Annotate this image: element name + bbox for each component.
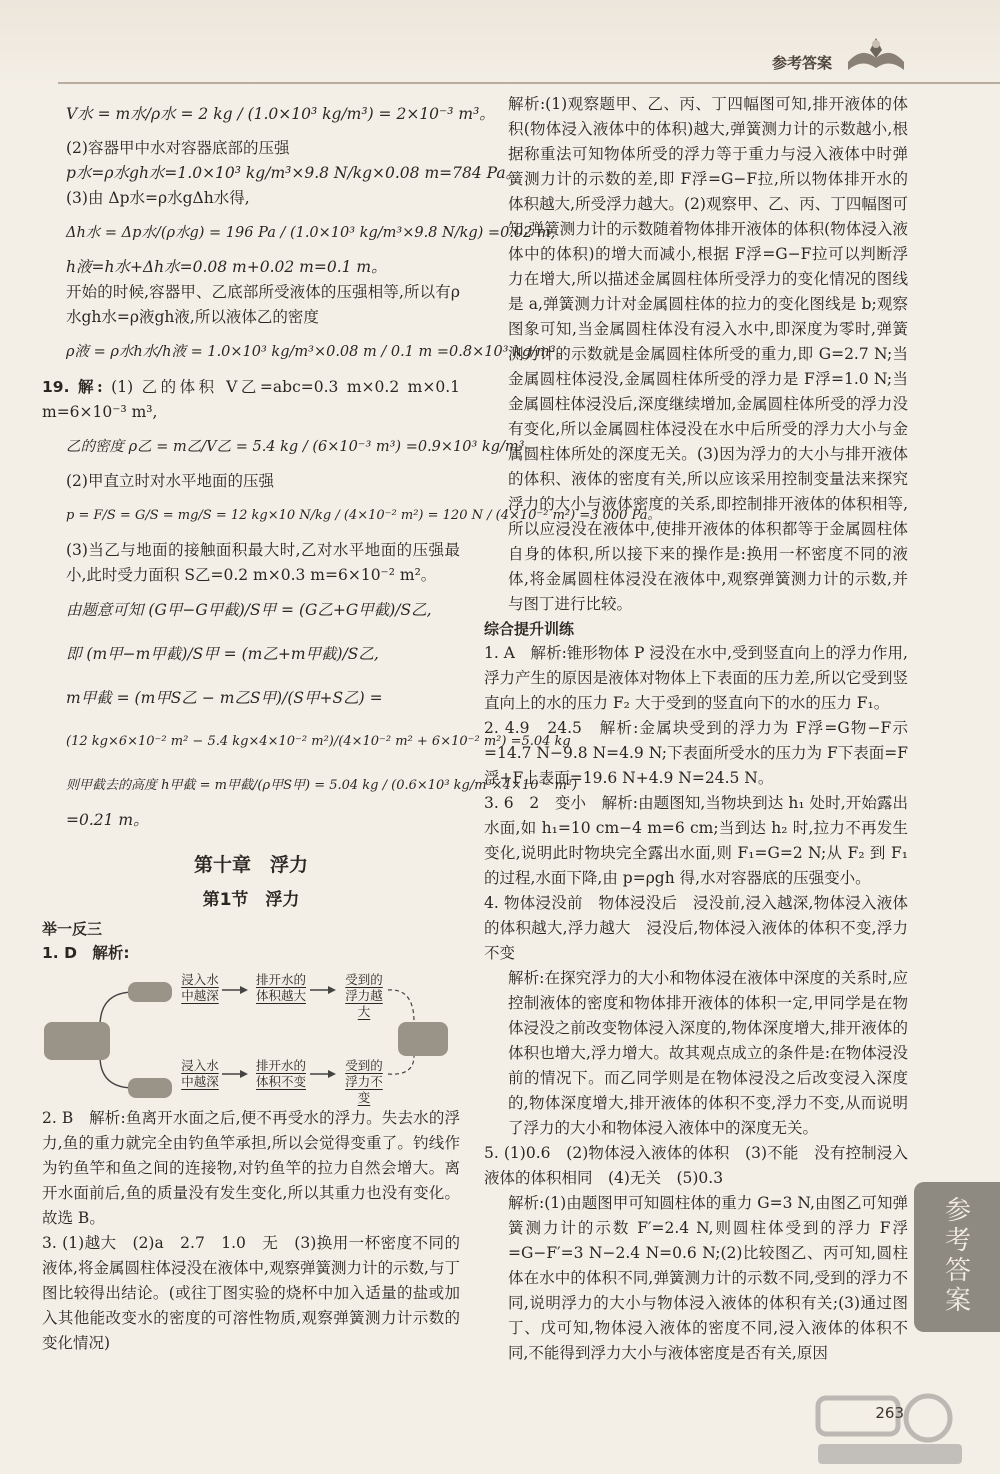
- training-question-1: 1. A 解析:锥形物体 P 浸没在水中,受到竖直向上的浮力作用,浮力产生的原因是液体对物体上下表面的压力差,所以它受到竖直向上的水的压力 F₂ 大于受到的竖直向下的水的压力 F₁。: [484, 644, 908, 712]
- training-question-4-analysis: 解析:在探究浮力的大小和物体浸在液体中深度的关系时,应控制液体的密度和物体排开液体的体积一定,甲同学是在物体浸没之前改变物体浸入深度的,物体深度增大,排开液体的体积也增大,浮力增大。故其观点成立的条件是:在物体浸没前的情况下。而乙同学则是在物体浸没之后改变浸入深度的,物体深度增大,排开液体的体积不变,浮力不变,从而说明了浮力的大小和物体浸入液体中的深度无关。: [508, 969, 908, 1137]
- concept-diagram: [42, 970, 460, 1105]
- header-label: 参考答案: [771, 54, 832, 72]
- answer-line: 则甲截去的高度 h甲截 = m甲截/(ρ甲S甲) = 5.04 kg / (0.6×10³ kg/m³×4×10⁻² m²): [66, 778, 578, 793]
- training-question-2: 2. 4.9 24.5 解析:金属块受到的浮力为 F浮=G物−F示=14.7 N−9.8 N=4.9 N;下表面所受水的压力为 F下表面=F浮+F上表面=19.6 N+4.9 N=24.5 N。: [484, 719, 908, 787]
- question-number: 19.: [42, 378, 70, 396]
- answer-line: (12 kg×6×10⁻² m² − 5.4 kg×4×10⁻² m²)/(4×10⁻² m² + 6×10⁻² m²) =5.04 kg: [66, 734, 571, 749]
- right-column: [484, 92, 908, 1366]
- answer-line: p水=ρ水gh水=1.0×10³ kg/m³×9.8 N/kg×0.08 m=784 Pa。: [66, 164, 522, 182]
- answer-line: =0.21 m。: [66, 811, 149, 829]
- page-header: [0, 0, 1000, 88]
- answer-line: (2)甲直立时对水平地面的压强: [66, 472, 274, 490]
- answer-line: 即 (m甲−m甲截)/S甲 = (m乙+m甲截)/S乙,: [66, 645, 379, 663]
- question-1: 1. D 解析:: [42, 944, 130, 962]
- question-2: 2. B 解析:鱼离开水面之后,便不再受水的浮力。失去水的浮力,鱼的重力就完全由钓鱼竿承担,所以会觉得变重了。钓线作为钓鱼竿和鱼之间的连接物,对钓鱼竿的拉力自然会增大。离开水面前后,鱼的质量没有发生变化,所以其重力也没有变化。故选 B。: [42, 1109, 460, 1227]
- answer-paragraph: 开始的时候,容器甲、乙底部所受液体的压强相等,所以有ρ水gh水=ρ液gh液,所以液体乙的密度: [66, 283, 460, 326]
- diagram-node: 受到的浮力不变: [345, 1058, 383, 1105]
- analysis-paragraph: 解析:(1)观察题甲、乙、丙、丁四幅图可知,排开液体的体积(物体浸入液体中的体积)越大,弹簧测力计的示数越小,根据称重法可知物体所受的浮力等于重力与浸入液体中时弹簧测力计的示数的差,即 F浮=G−F拉,所以物体排开水的体积越大,所受浮力越大。(2)观察甲、乙、丙、丁四幅图可知,弹簧测力计的示数随着物体排开液体的体积(物体浸入液体中的体积)的增大而减小,根据 F浮=G−F拉可以判断浮力在增大,所以描述金属圆柱体所受浮力的变化情况的图线是 a,弹簧测力计对金属圆柱体的拉力的变化图线是 b;观察图象可知,当金属圆柱体没有浸入水中,即深度为零时,弹簧测力计的示数就是金属圆柱体所受的重力,即 G=2.7 N;当金属圆柱体浸没,金属圆柱体所受的浮力是 F浮=1.0 N;当金属圆柱体浸没后,深度继续增加,金属圆柱体所受的浮力没有变化,所以金属圆柱体浸没在水中后所受的浮力大小与金属圆柱体所处的深度无关。(3)因为浮力的大小与排开液体的体积、液体的密度有关,所以应该采用控制变量法来探究浮力的大小与液体密度的关系,即控制排开液体的体积相等,所以应浸没在液体中,使排开液体的体积都等于金属圆柱体自身的体积,所以接下来的操作是:换用一杯密度不同的液体,将金属圆柱体浸没在液体中,观察弹簧测力计的示数,并与图丁进行比较。: [508, 95, 908, 613]
- training-question-5-analysis: 解析:(1)由题图甲可知圆柱体的重力 G=3 N,由图乙可知弹簧测力计的示数 F′=2.4 N,则圆柱体受到的浮力 F浮=G−F′=3 N−2.4 N=0.6 N;(2)比较图乙、丙可知,圆柱体在水中的体积不同,弹簧测力计的示数不同,受到的浮力不同,说明浮力的大小与物体浸入液体的体积有关;(3)通过图丁、戊可知,物体浸入液体的密度不同,浸入液体的体积不同,不能得到浮力大小与液体密度是否有关,原因: [508, 1194, 908, 1362]
- answer-line: ρ液 = ρ水h水/h液 = 1.0×10³ kg/m³×0.08 m / 0.1 m =0.8×10³ kg/m³。: [66, 344, 571, 360]
- diagram-stamp: [128, 982, 172, 1002]
- chapter-title: 第十章 浮力: [193, 854, 308, 876]
- subsection-title: 综合提升训练: [484, 620, 575, 638]
- side-tab-label: 参考答案: [944, 1196, 971, 1316]
- page-number: 263: [875, 1404, 904, 1422]
- diagram-node: 排开水的体积越大: [255, 972, 306, 1003]
- diagram-node: 受到的浮力越大: [345, 972, 383, 1019]
- answer-line: 乙的密度 ρ乙 = m乙/V乙 = 5.4 kg / (6×10⁻³ m³) =0.9×10³ kg/m³。: [66, 439, 539, 455]
- book-emblem-icon: [844, 32, 908, 78]
- answer-line: V水 = m水/ρ水 = 2 kg / (1.0×10³ kg/m³) = 2×10⁻³ m³。: [66, 105, 495, 123]
- diagram-node: 浸入水中越深: [181, 1058, 219, 1089]
- training-question-3: 3. 6 2 变小 解析:由题图知,当物块到达 h₁ 处时,开始露出水面,如 h₁=10 cm−4 m=6 cm;当到达 h₂ 时,拉力不再发生变化,说明此时物块完全露出水面,则 F₁=G=2 N;从 F₂ 到 F₁ 的过程,水面下降,由 p=ρgh 得,水对容器底的压强变小。: [484, 794, 908, 887]
- answer-line: m甲截 = (m甲S乙 − m乙S甲)/(S甲+S乙) =: [66, 689, 383, 707]
- subsection-title: 举一反三: [42, 920, 103, 938]
- answer-line: 由题意可知 (G甲−G甲截)/S甲 = (G乙+G甲截)/S乙,: [66, 601, 432, 619]
- answer-line: h液=h水+Δh水=0.08 m+0.02 m=0.1 m。: [66, 258, 387, 276]
- solution-label: 解:: [77, 377, 103, 396]
- diagram-node: 浸入水中越深: [181, 972, 219, 1003]
- answer-text: (1) 乙的体积 V乙=abc=0.3 m×0.2 m×0.1 m=6×10⁻³ m³,: [42, 378, 460, 421]
- diagram-stamp: [398, 1022, 448, 1056]
- question-19: [42, 374, 460, 425]
- diagram-stamp: [128, 1078, 172, 1098]
- section-title: 第1节 浮力: [202, 890, 300, 910]
- watermark-logo: [810, 1390, 970, 1470]
- training-question-5: 5. (1)0.6 (2)物体浸入液体的体积 (3)不能 没有控制浸入液体的体积相同 (4)无关 (5)0.3: [484, 1144, 908, 1187]
- side-tab: [914, 1182, 1000, 1332]
- question-3: 3. (1)越大 (2)a 2.7 1.0 无 (3)换用一杯密度不同的液体,将金属圆柱体浸没在液体中,观察弹簧测力计的示数,与丁图比较得出结论。(或往丁图实验的烧杯中加入适量的盐或加入其他能改变水的密度的可溶性物质,观察弹簧测力计示数的变化情况): [42, 1234, 460, 1352]
- answer-line: p = F/S = G/S = mg/S = 12 kg×10 N/kg / (4×10⁻² m²) = 120 N / (4×10⁻² m²) =3 000 Pa。: [66, 508, 661, 523]
- training-question-4: 4. 物体浸没前 物体浸没后 浸没前,浸入越深,物体浸入液体的体积越大,浮力越大 浸没后,物体浸入液体的体积不变,浮力不变: [484, 894, 908, 962]
- answer-line: Δh水 = Δp水/(ρ水g) = 196 Pa / (1.0×10³ kg/m³×9.8 N/kg) =0.02 m,: [66, 225, 556, 241]
- answer-line: (2)容器甲中水对容器底部的压强: [66, 139, 290, 157]
- header-rule: [58, 82, 1000, 84]
- diagram-node: 排开水的体积不变: [255, 1058, 306, 1089]
- answer-paragraph: (3)当乙与地面的接触面积最大时,乙对水平地面的压强最小,此时受力面积 S乙=0.2 m×0.3 m=6×10⁻² m²。: [66, 541, 460, 584]
- diagram-stamp: [44, 1022, 110, 1060]
- answer-line: (3)由 Δp水=ρ水gΔh水得,: [66, 189, 250, 207]
